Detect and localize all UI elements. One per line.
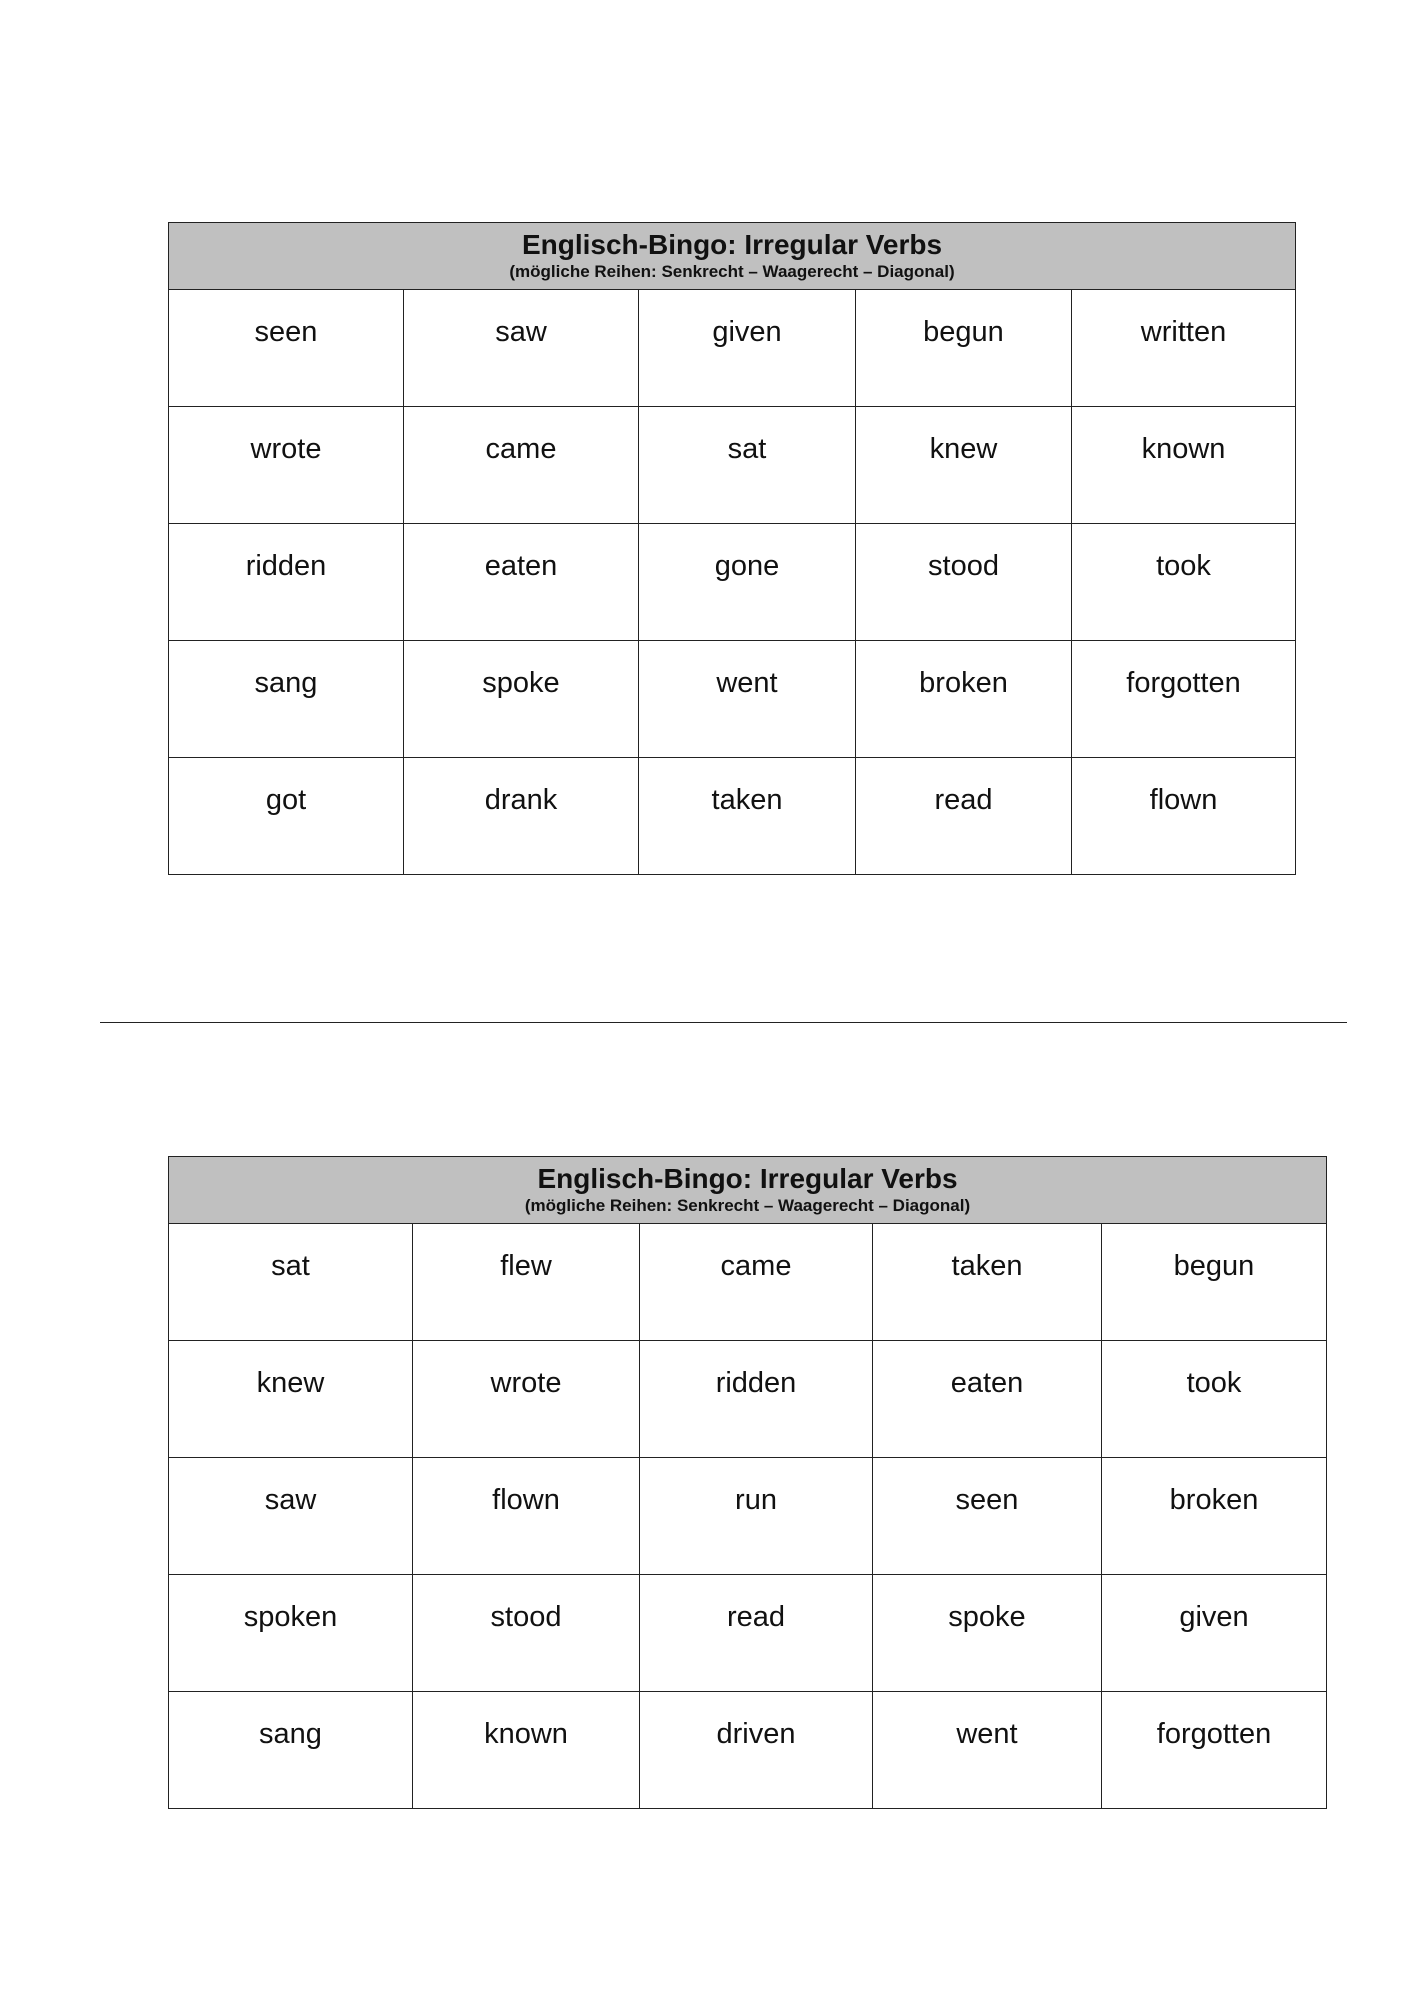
cut-line-divider <box>100 1022 1347 1023</box>
bingo-cell: stood <box>413 1575 640 1692</box>
bingo-cell: saw <box>169 1458 413 1575</box>
bingo-cell: seen <box>873 1458 1102 1575</box>
bingo-cell: went <box>639 641 856 758</box>
bingo-cell: given <box>639 290 856 407</box>
bingo-cell: came <box>404 407 639 524</box>
bingo-cell: wrote <box>413 1341 640 1458</box>
bingo-cell: ridden <box>169 524 404 641</box>
bingo-cell: took <box>1072 524 1296 641</box>
bingo-cell: seen <box>169 290 404 407</box>
bingo-cell: sang <box>169 641 404 758</box>
bingo-cell: known <box>413 1692 640 1809</box>
bingo-cell: flown <box>1072 758 1296 875</box>
bingo-cell: took <box>1102 1341 1327 1458</box>
bingo-cell: went <box>873 1692 1102 1809</box>
bingo-cell: wrote <box>169 407 404 524</box>
bingo-card-title: Englisch-Bingo: Irregular Verbs <box>521 229 943 260</box>
bingo-cell: eaten <box>873 1341 1102 1458</box>
bingo-cell: begun <box>856 290 1072 407</box>
bingo-cell: sat <box>639 407 856 524</box>
bingo-cell: knew <box>856 407 1072 524</box>
bingo-cell: read <box>640 1575 873 1692</box>
bingo-cell: known <box>1072 407 1296 524</box>
bingo-cell: driven <box>640 1692 873 1809</box>
bingo-cell: spoke <box>404 641 639 758</box>
bingo-card-2 <box>168 1156 1327 1809</box>
bingo-cell: knew <box>169 1341 413 1458</box>
bingo-card-header <box>169 1157 1327 1224</box>
bingo-cell: forgotten <box>1102 1692 1327 1809</box>
bingo-cell: forgotten <box>1072 641 1296 758</box>
bingo-row <box>169 758 1296 875</box>
bingo-card-subtitle: (mögliche Reihen: Senkrecht – Waagerecht – Diagonal) <box>509 262 955 281</box>
bingo-cell: broken <box>1102 1458 1327 1575</box>
bingo-cell: eaten <box>404 524 639 641</box>
bingo-cell: gone <box>639 524 856 641</box>
bingo-card-subtitle: (mögliche Reihen: Senkrecht – Waagerecht – Diagonal) <box>524 1196 971 1215</box>
bingo-cell: written <box>1072 290 1296 407</box>
bingo-cell: run <box>640 1458 873 1575</box>
bingo-cell: flown <box>413 1458 640 1575</box>
bingo-row <box>169 1458 1327 1575</box>
bingo-cell: sat <box>169 1224 413 1341</box>
bingo-cell: taken <box>639 758 856 875</box>
bingo-cell: ridden <box>640 1341 873 1458</box>
bingo-row <box>169 1575 1327 1692</box>
bingo-cell: flew <box>413 1224 640 1341</box>
bingo-card-title: Englisch-Bingo: Irregular Verbs <box>537 1163 958 1194</box>
bingo-cell: saw <box>404 290 639 407</box>
bingo-cell: broken <box>856 641 1072 758</box>
bingo-row <box>169 1692 1327 1809</box>
bingo-card-1 <box>168 222 1296 875</box>
bingo-cell: drank <box>404 758 639 875</box>
bingo-cell: got <box>169 758 404 875</box>
bingo-cell: spoken <box>169 1575 413 1692</box>
bingo-cell: spoke <box>873 1575 1102 1692</box>
bingo-row <box>169 407 1296 524</box>
bingo-row <box>169 641 1296 758</box>
bingo-cell: taken <box>873 1224 1102 1341</box>
bingo-cell: read <box>856 758 1072 875</box>
bingo-cell: stood <box>856 524 1072 641</box>
bingo-cell: begun <box>1102 1224 1327 1341</box>
bingo-row <box>169 1341 1327 1458</box>
bingo-row <box>169 290 1296 407</box>
bingo-cell: sang <box>169 1692 413 1809</box>
bingo-card-header <box>169 223 1296 290</box>
bingo-row <box>169 1224 1327 1341</box>
bingo-row <box>169 524 1296 641</box>
bingo-cell: came <box>640 1224 873 1341</box>
bingo-cell: given <box>1102 1575 1327 1692</box>
